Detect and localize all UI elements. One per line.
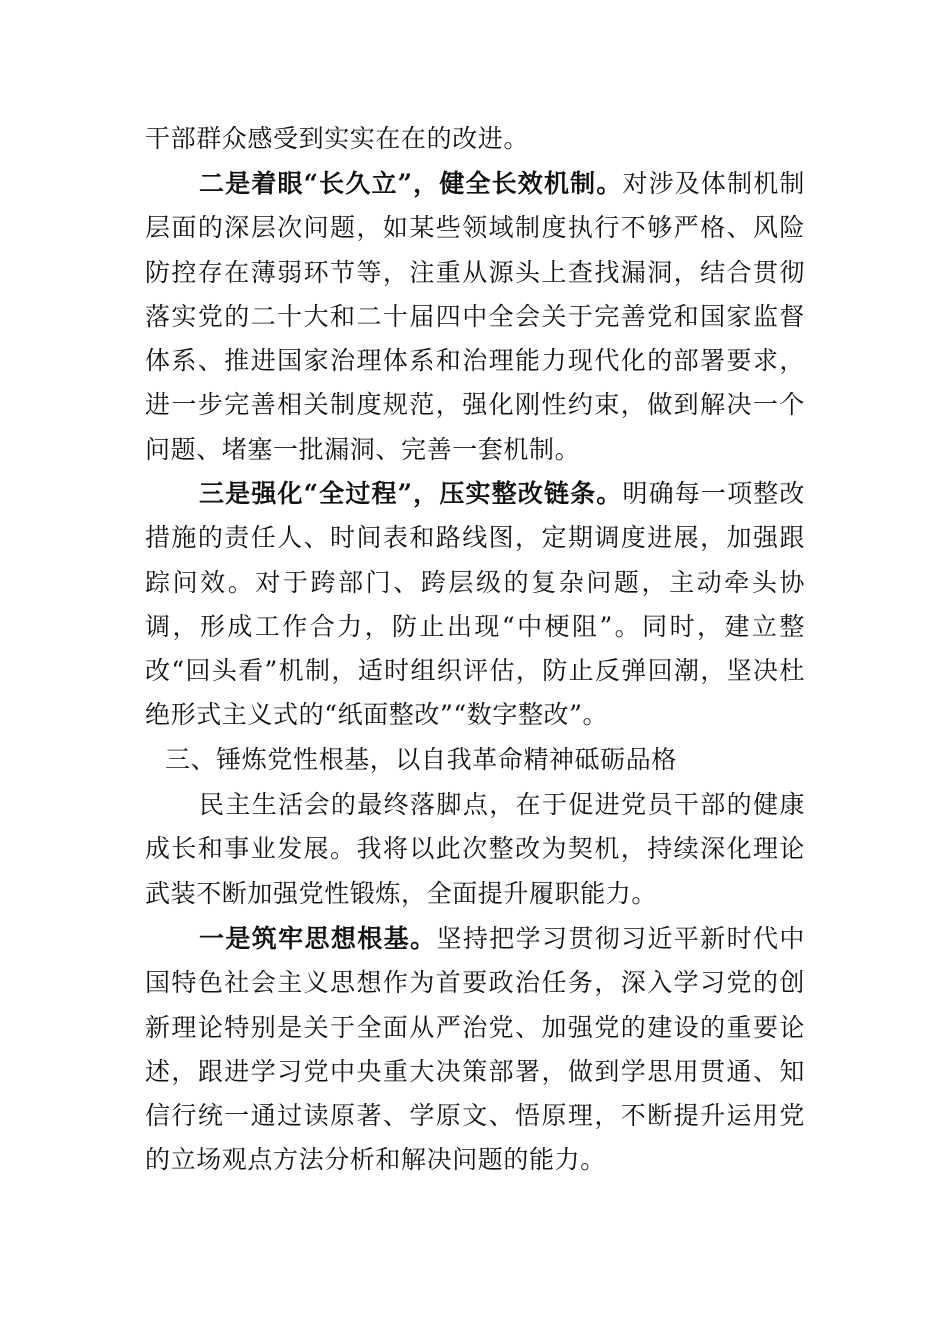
paragraph-whole-process bbox=[145, 472, 805, 738]
paragraph-ideological-foundation bbox=[145, 917, 805, 1183]
paragraph-text: 民主生活会的最终落脚点，在于促进党员干部的健康成长和事业发展。我将以此次整改为契机，持续深化理论武装不断加强党性锻炼，全面提升履职能力。 bbox=[145, 790, 805, 908]
paragraph-text: 干部群众感受到实实在在的改进。 bbox=[145, 124, 530, 153]
paragraph-long-term-mechanism bbox=[145, 162, 805, 472]
paragraph-text: 坚持把学习贯彻习近平新时代中国特色社会主义思想作为首要政治任务，深入学习党的创新理论特别是关于全面从严治党、加强党的建设的重要论述，跟进学习党中央重大决策部署，做到学思用贯通、知信行统一通过读原著、学原文、悟原理，不断提升运用党的立场观点方法分析和解决问题的能力。 bbox=[145, 924, 805, 1175]
paragraph-text: 明确每一项整改措施的责任人、时间表和路线图，定期调度进展，加强跟踪问效。对于跨部门、跨层级的复杂问题，主动牵头协调，形成工作合力，防止出现“中梗阻”。同时，建立整改“回头看”机制，适时组织评估，防止反弹回潮，坚决杜绝形式主义式的“纸面整改”“数字整改”。 bbox=[145, 479, 806, 730]
paragraph-lead: 三是强化“全过程”，压实整改链条。 bbox=[199, 479, 623, 508]
paragraph-continuation bbox=[145, 117, 805, 161]
paragraph-lead: 一是筑牢思想根基。 bbox=[199, 924, 437, 953]
paragraph-intro bbox=[145, 783, 805, 916]
paragraph-text: 对涉及体制机制层面的深层次问题，如某些领域制度执行不够严格、风险防控存在薄弱环节等，注重从源头上查找漏洞，结合贯彻落实党的二十大和二十届四中全会关于完善党和国家监督体系、推进国家治理体系和治理能力现代化的部署要求，进一步完善相关制度规范，强化刚性约束，做到解决一个问题、堵塞一批漏洞、完善一套机制。 bbox=[145, 169, 806, 464]
paragraph-lead: 二是着眼“长久立”，健全长效机制。 bbox=[199, 169, 623, 198]
section-heading bbox=[145, 738, 805, 782]
section-heading-text: 三、锤炼党性根基，以自我革命精神砥砺品格 bbox=[165, 745, 678, 774]
